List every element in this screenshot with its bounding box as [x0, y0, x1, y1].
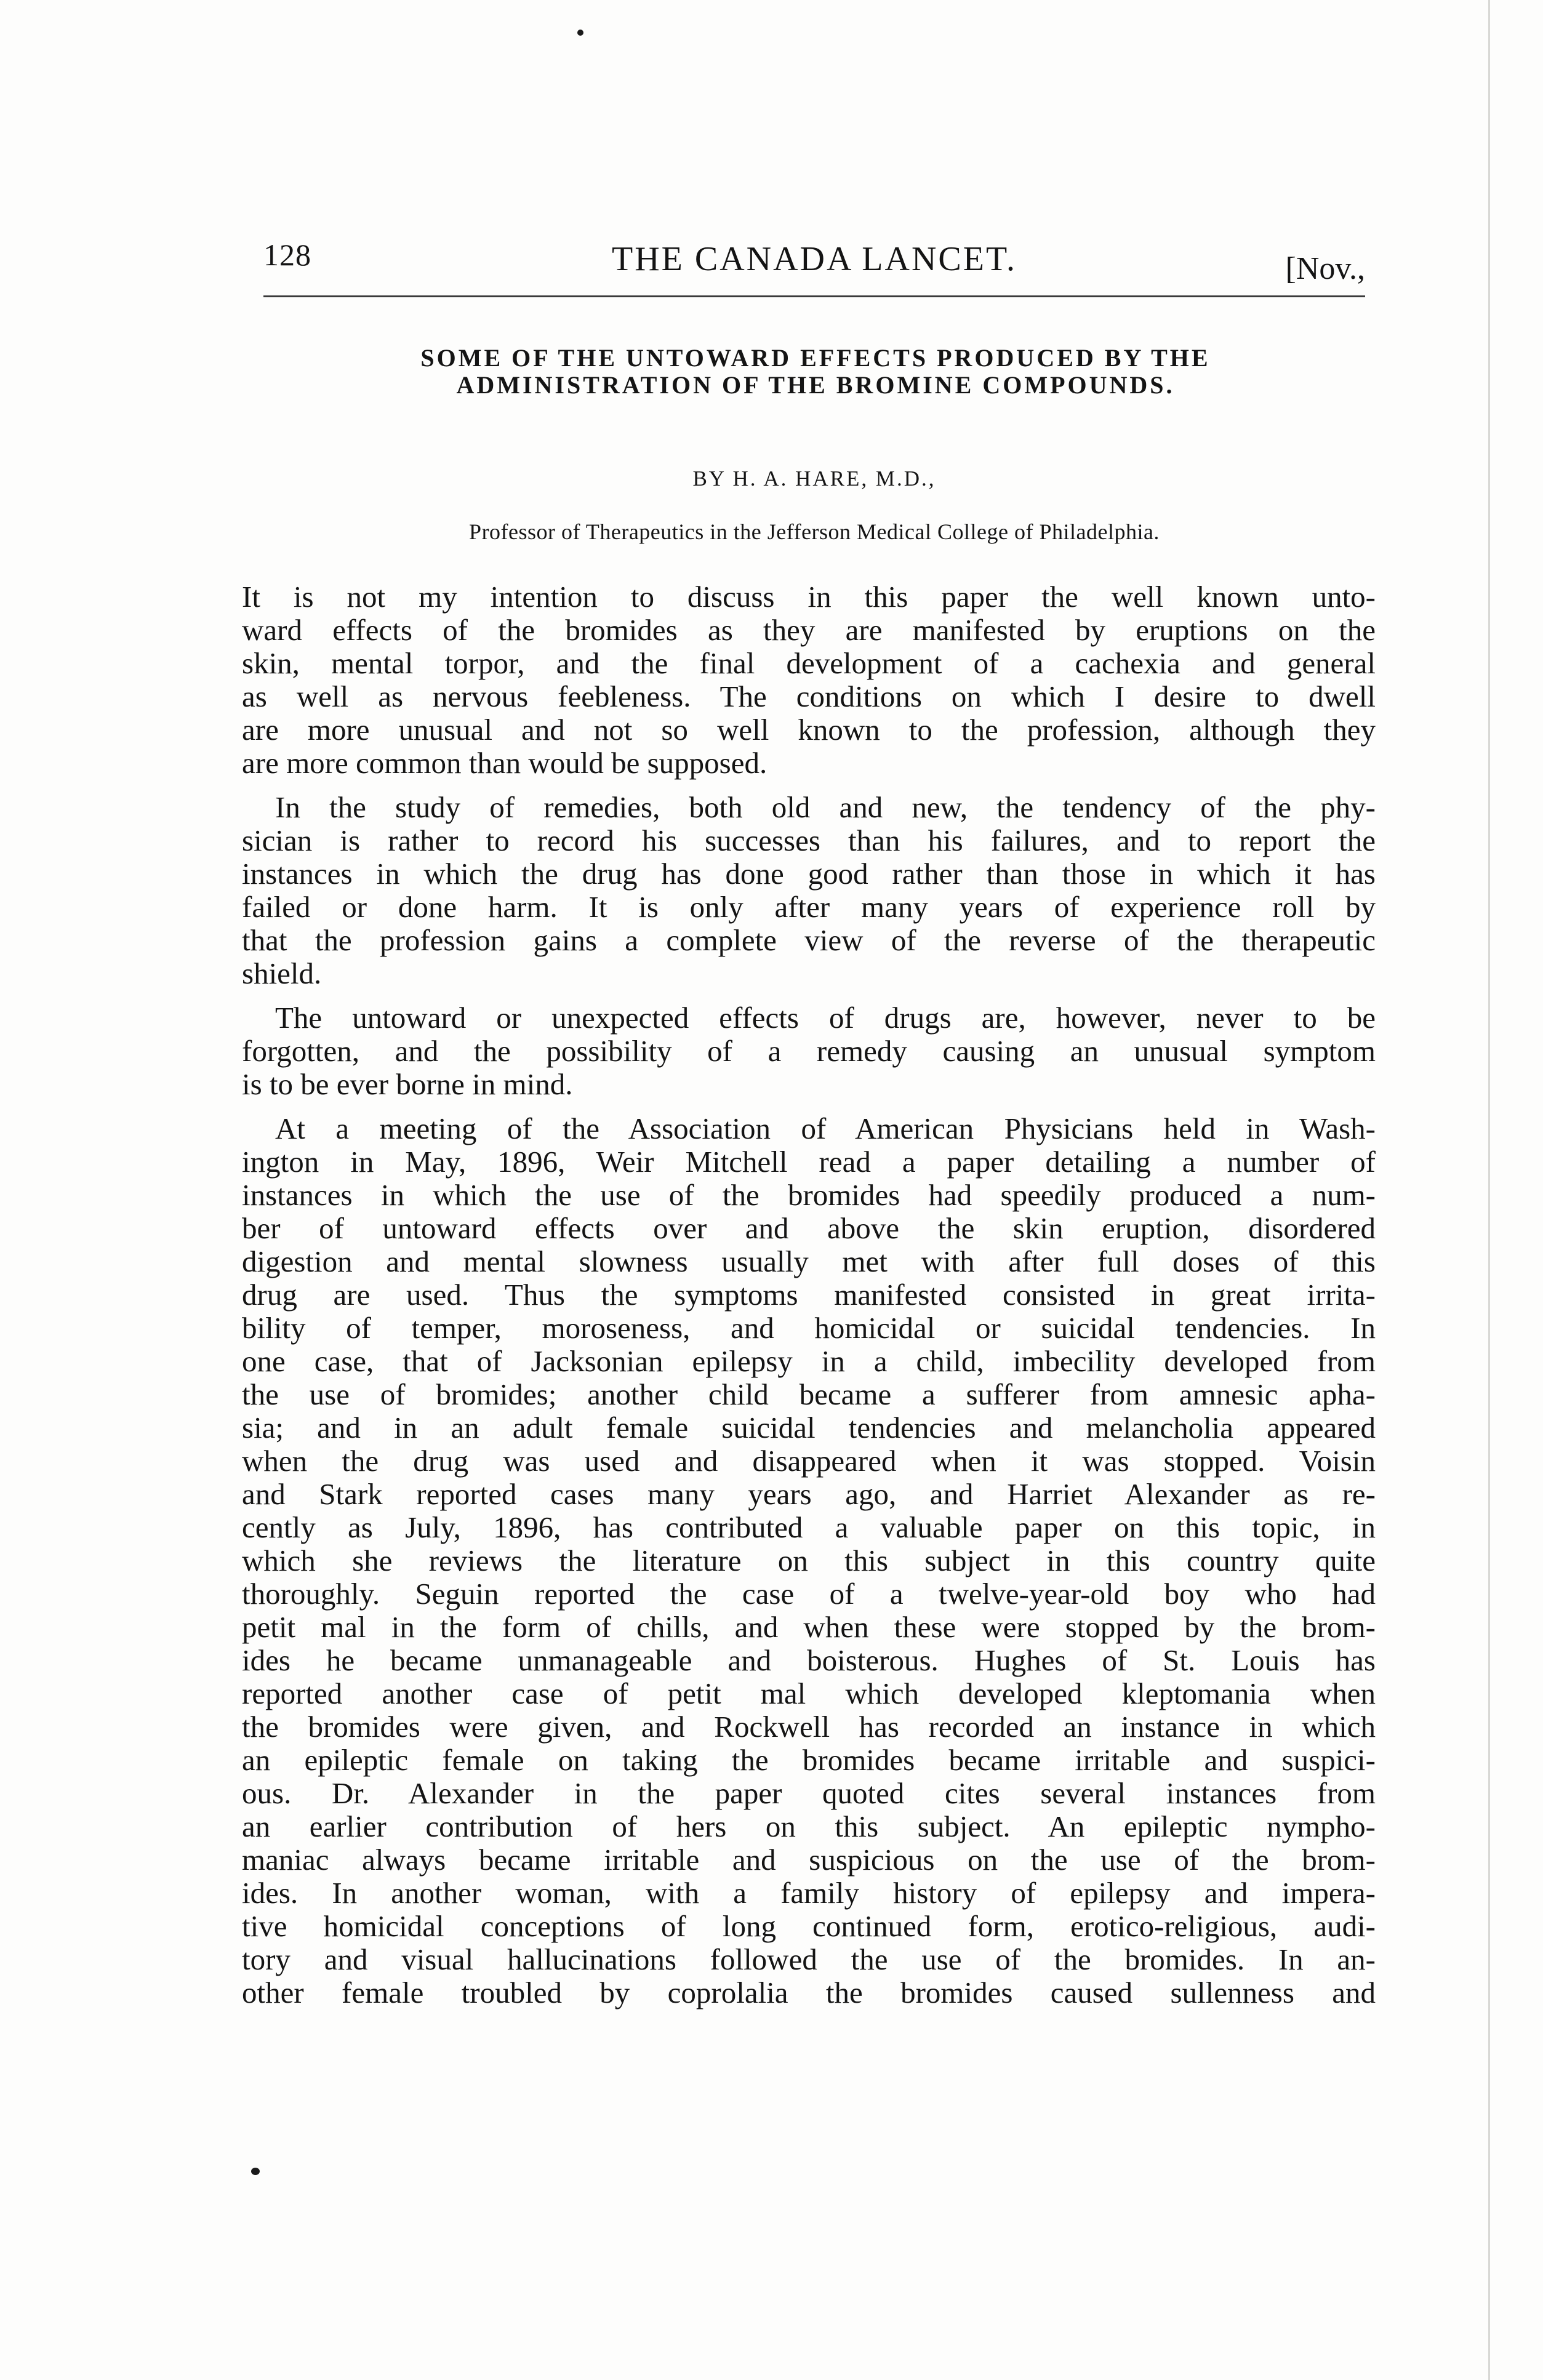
text-line: ington in May, 1896, Weir Mitchell read a paper detailing a number of — [242, 1145, 1376, 1179]
text-line: the bromides were given, and Rockwell has recorded an instance in which — [242, 1710, 1376, 1744]
text-line: an epileptic female on taking the bromides became irritable and suspici- — [242, 1743, 1376, 1777]
paragraph-2 — [242, 791, 1376, 990]
text-line: ides he became unmanageable and boisterous. Hughes of St. Louis has — [242, 1643, 1376, 1677]
journal-title: THE CANADA LANCET. — [611, 240, 1017, 278]
text-line: maniac always became irritable and suspicious on the use of the brom- — [242, 1843, 1376, 1877]
running-header — [263, 237, 1365, 286]
text-line: instances in which the drug has done good rather than those in which it has — [242, 857, 1376, 891]
paragraph-1 — [242, 580, 1376, 780]
text-line: which she reviews the literature on this subject in this country quite — [242, 1544, 1376, 1577]
text-line: when the drug was used and disappeared when it was stopped. Voisin — [242, 1444, 1376, 1478]
article-title-line-1: SOME OF THE UNTOWARD EFFECTS PRODUCED BY THE — [420, 344, 1211, 372]
text-line: ward effects of the bromides as they are manifested by eruptions on the — [242, 613, 1376, 647]
text-line: ber of untoward effects over and above the skin eruption, disordered — [242, 1211, 1376, 1245]
text-line: skin, mental torpor, and the final development of a cachexia and general — [242, 646, 1376, 680]
paragraph-4 — [242, 1112, 1376, 2009]
text-line: the use of bromides; another child became a sufferer from amnesic apha- — [242, 1377, 1376, 1411]
text-line: other female troubled by coprolalia the bromides caused sullenness and — [242, 1976, 1376, 2009]
text-line: ous. Dr. Alexander in the paper quoted cites several instances from — [242, 1776, 1376, 1810]
text-line: and Stark reported cases many years ago, and Harriet Alexander as re- — [242, 1477, 1376, 1511]
text-line: tory and visual hallucinations followed the use of the bromides. In an- — [242, 1942, 1376, 1976]
text-line: as well as nervous feebleness. The conditions on which I desire to dwell — [242, 679, 1376, 713]
text-line: tive homicidal conceptions of long continued form, erotico-religious, audi- — [242, 1909, 1376, 1943]
text-line: are more unusual and not so well known to the profession, although they — [242, 713, 1376, 747]
text-line: is to be ever borne in mind. — [242, 1067, 573, 1101]
text-line: The untoward or unexpected effects of drugs are, however, never to be — [275, 1001, 1376, 1035]
text-line: failed or done harm. It is only after many years of experience roll by — [242, 890, 1376, 924]
text-line: cently as July, 1896, has contributed a valuable paper on this topic, in — [242, 1510, 1376, 1544]
text-line: shield. — [242, 956, 322, 990]
text-line: an earlier contribution of hers on this subject. An epileptic nympho- — [242, 1809, 1376, 1843]
author-affiliation: Professor of Therapeutics in the Jefferson Medical College of Philadelphia. — [469, 519, 1160, 544]
text-line: are more common than would be supposed. — [242, 746, 767, 780]
text-line: forgotten, and the possibility of a remedy causing an unusual symptom — [242, 1034, 1376, 1068]
text-line: drug are used. Thus the symptoms manifested consisted in great irrita- — [242, 1278, 1376, 1312]
text-line: petit mal in the form of chills, and when these were stopped by the brom- — [242, 1610, 1376, 1644]
text-line: one case, that of Jacksonian epilepsy in a child, imbecility developed from — [242, 1344, 1376, 1378]
text-line: bility of temper, moroseness, and homicidal or suicidal tendencies. In — [242, 1311, 1376, 1345]
article-title — [311, 345, 1320, 399]
article-title-line-2: ADMINISTRATION OF THE BROMINE COMPOUNDS. — [456, 371, 1175, 399]
text-line: instances in which the use of the bromides had speedily produced a num- — [242, 1178, 1376, 1212]
issue-month: [Nov., — [1285, 251, 1365, 286]
text-line: In the study of remedies, both old and new, the tendency of the phy- — [275, 790, 1376, 824]
ink-speck-top — [577, 30, 583, 36]
article-body — [242, 580, 1376, 2009]
paragraph-3 — [242, 1001, 1376, 1101]
text-line: thoroughly. Seguin reported the case of a twelve-year-old boy who had — [242, 1577, 1376, 1611]
author-byline: BY H. A. HARE, M.D., — [692, 467, 936, 491]
page-edge-line — [1488, 0, 1490, 2380]
page-number: 128 — [263, 238, 311, 272]
text-line: It is not my intention to discuss in this paper the well known unto- — [242, 580, 1376, 614]
text-line: digestion and mental slowness usually met with after full doses of this — [242, 1244, 1376, 1278]
text-line: At a meeting of the Association of American Physicians held in Wash- — [275, 1112, 1376, 1145]
text-line: ides. In another woman, with a family history of epilepsy and impera- — [242, 1876, 1376, 1910]
text-line: reported another case of petit mal which developed kleptomania when — [242, 1677, 1376, 1710]
header-rule — [263, 295, 1365, 297]
text-line: sician is rather to record his successes than his failures, and to report the — [242, 823, 1376, 857]
text-line: that the profession gains a complete view of the reverse of the therapeutic — [242, 923, 1376, 957]
ink-speck-bottom — [251, 2168, 260, 2175]
text-line: sia; and in an adult female suicidal tendencies and melancholia appeared — [242, 1411, 1376, 1444]
